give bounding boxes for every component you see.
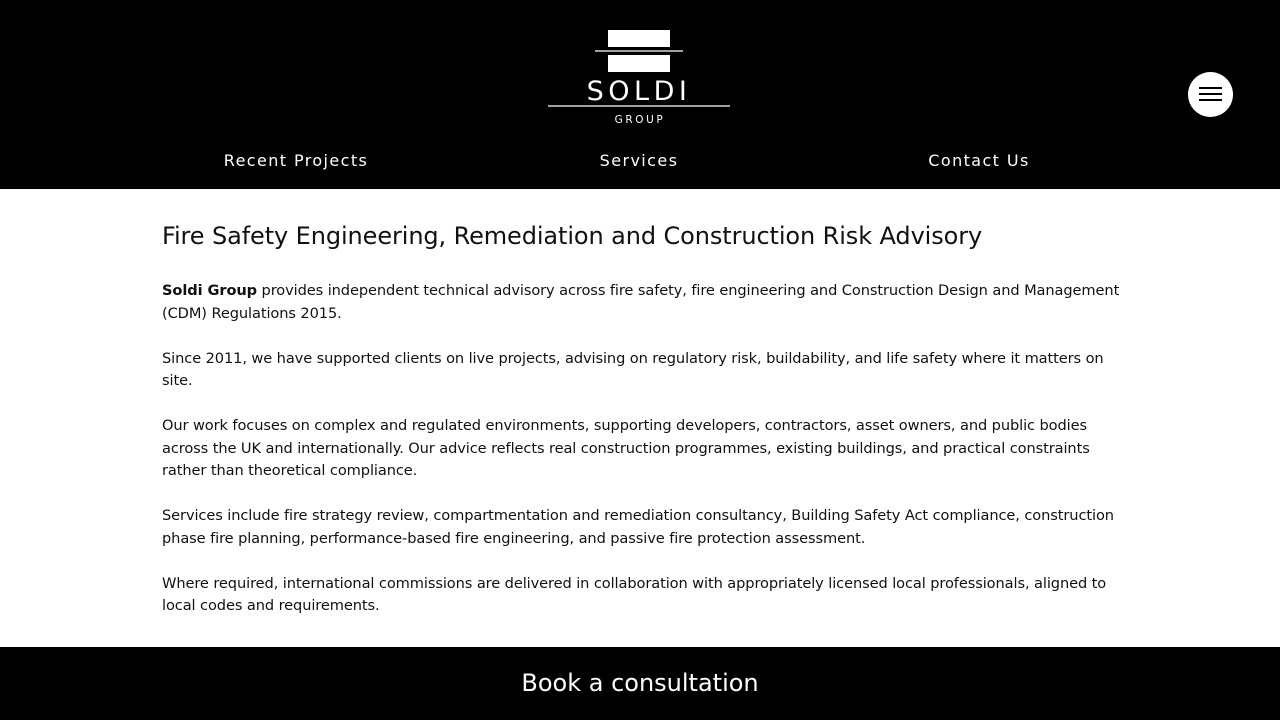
consultation-bar <box>0 647 1280 720</box>
hamburger-icon <box>1199 93 1222 95</box>
nav-services[interactable]: Services <box>599 151 679 170</box>
intro-text: provides independent technical advisory across fire safety, fire engineering and Construction Design and Management (CDM) Regulations 2015. <box>162 282 1120 322</box>
soldi-group-logo[interactable] <box>548 30 730 126</box>
history-paragraph: Since 2011, we have supported clients on live projects, advising on regulatory risk, buildability, and life safety where it matters on site. <box>162 349 1104 389</box>
international-paragraph: Where required, international commissions are delivered in collaboration with appropriately licensed local professionals, aligned to local codes and requirements. <box>162 574 1107 614</box>
svg-text:SOLDI: SOLDI <box>586 76 692 107</box>
menu-button[interactable] <box>1188 72 1233 117</box>
services-paragraph: Services include fire strategy review, compartmentation and remediation consultancy, Building Safety Act compliance, construction phase fire planning, performance-based fire engineering, and passive fire protection assessment. <box>162 507 1114 547</box>
intro-paragraph <box>162 280 1122 325</box>
book-consultation-button[interactable]: Book a consultation <box>521 669 759 697</box>
hamburger-icon <box>1199 87 1222 89</box>
page-title: Fire Safety Engineering, Remediation and Construction Risk Advisory <box>162 222 983 250</box>
hamburger-icon <box>1199 99 1222 101</box>
nav-recent-projects[interactable]: Recent Projects <box>223 151 369 170</box>
focus-paragraph: Our work focuses on complex and regulated environments, supporting developers, contractors, asset owners, and public bodies across the UK and internationally. Our advice reflects real construction programmes, existing buildings, and practical constraints rather than theoretical compliance. <box>162 417 1090 479</box>
site-header <box>0 0 1280 189</box>
nav-contact-us[interactable]: Contact Us <box>928 151 1030 170</box>
main-content <box>162 218 1122 618</box>
company-name: Soldi Group <box>162 282 258 299</box>
svg-text:GROUP: GROUP <box>614 114 666 126</box>
